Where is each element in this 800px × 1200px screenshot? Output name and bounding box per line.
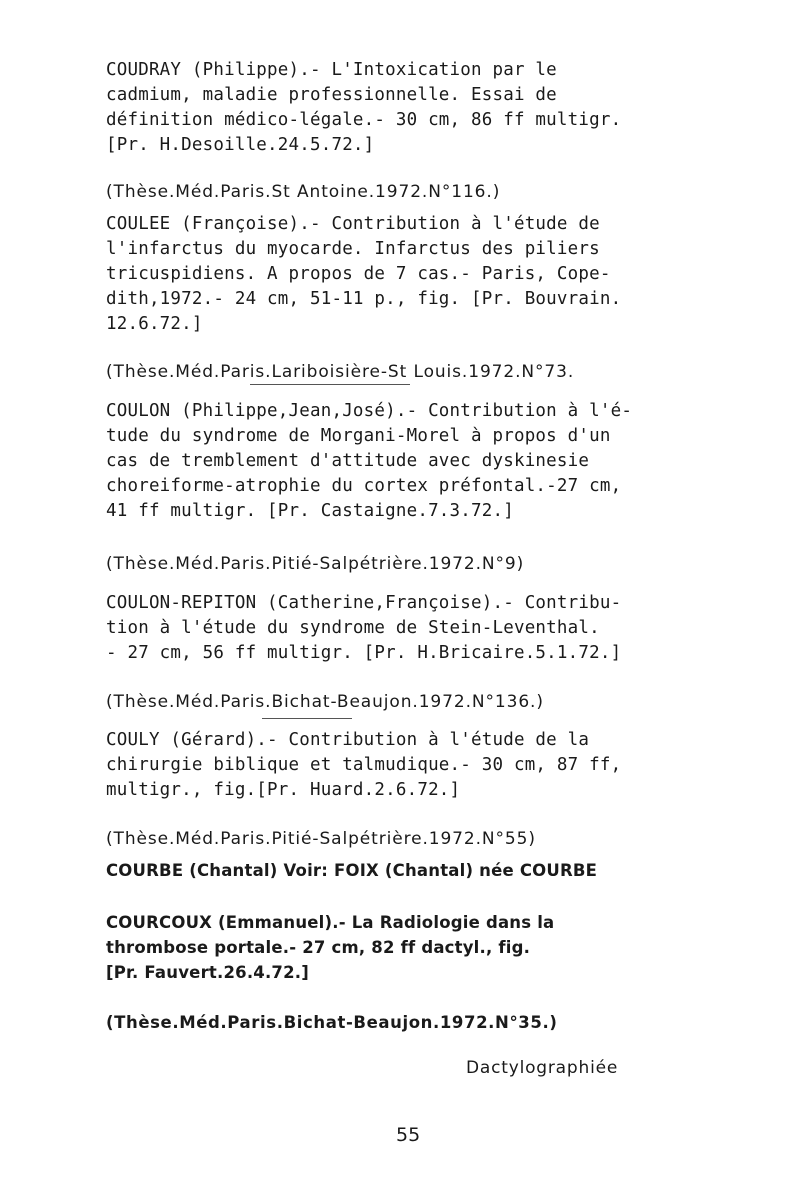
entry-line: COULON-REPITON (Catherine,Françoise).- Contribu- <box>106 593 622 613</box>
entry-line: thrombose portale.- 27 cm, 82 ff dactyl., fig. <box>106 938 531 957</box>
thesis-reference: (Thèse.Méd.Paris.Pitié-Salpétrière.1972.N°9) <box>106 554 525 574</box>
thesis-reference: (Thèse.Méd.Paris.St Antoine.1972.N°116.) <box>106 182 501 202</box>
entry-line: chirurgie biblique et talmudique.- 30 cm, 87 ff, <box>106 755 622 775</box>
entry-line: COURCOUX (Emmanuel).- La Radiologie dans la <box>106 913 555 932</box>
thesis-reference: (Thèse.Méd.Paris.Bichat-Beaujon.1972.N°35.) <box>106 1013 558 1032</box>
entry-line: choreiforme-atrophie du cortex préfontal.-27 cm, <box>106 476 622 496</box>
entry-line: [Pr. Fauvert.26.4.72.] <box>106 963 310 982</box>
divider-line <box>262 718 352 719</box>
page-number: 55 <box>396 1124 421 1146</box>
entry-line: l'infarctus du myocarde. Infarctus des piliers <box>106 239 600 259</box>
entry-line: cas de tremblement d'attitude avec dyskinesie <box>106 451 590 471</box>
entry-line: - 27 cm, 56 ff multigr. [Pr. H.Bricaire.5.1.72.] <box>106 643 622 663</box>
entry-line: tion à l'étude du syndrome de Stein-Leventhal. <box>106 618 600 638</box>
entry-line: COUDRAY (Philippe).- L'Intoxication par le <box>106 60 557 80</box>
entry-line: dith,1972.- 24 cm, 51-11 p., fig. [Pr. Bouvrain. <box>106 289 622 309</box>
entry-line: COULEE (Françoise).- Contribution à l'étude de <box>106 214 600 234</box>
entry-line: COULY (Gérard).- Contribution à l'étude de la <box>106 730 590 750</box>
entry-line: COULON (Philippe,Jean,José).- Contribution à l'é- <box>106 401 633 421</box>
entry-line: 41 ff multigr. [Pr. Castaigne.7.3.72.] <box>106 501 514 521</box>
entry-line: [Pr. H.Desoille.24.5.72.] <box>106 135 375 155</box>
entry-line: 12.6.72.] <box>106 314 203 334</box>
thesis-reference: (Thèse.Méd.Paris.Pitié-Salpétrière.1972.N°55) <box>106 829 536 849</box>
entry-line: tricuspidiens. A propos de 7 cas.- Paris, Cope- <box>106 264 611 284</box>
thesis-reference: (Thèse.Méd.Paris.Bichat-Beaujon.1972.N°136.) <box>106 692 544 712</box>
typed-note: Dactylographiée <box>466 1058 619 1078</box>
entry-line: cadmium, maladie professionnelle. Essai de <box>106 85 557 105</box>
entry-line: multigr., fig.[Pr. Huard.2.6.72.] <box>106 780 461 800</box>
thesis-reference: (Thèse.Méd.Paris.Lariboisière-St Louis.1972.N°73. <box>106 362 575 382</box>
divider-line <box>250 384 410 385</box>
entry-line: tude du syndrome de Morgani-Morel à propos d'un <box>106 426 611 446</box>
cross-reference-line: COURBE (Chantal) Voir: FOIX (Chantal) née COURBE <box>106 861 598 880</box>
entry-line: définition médico-légale.- 30 cm, 86 ff multigr. <box>106 110 622 130</box>
